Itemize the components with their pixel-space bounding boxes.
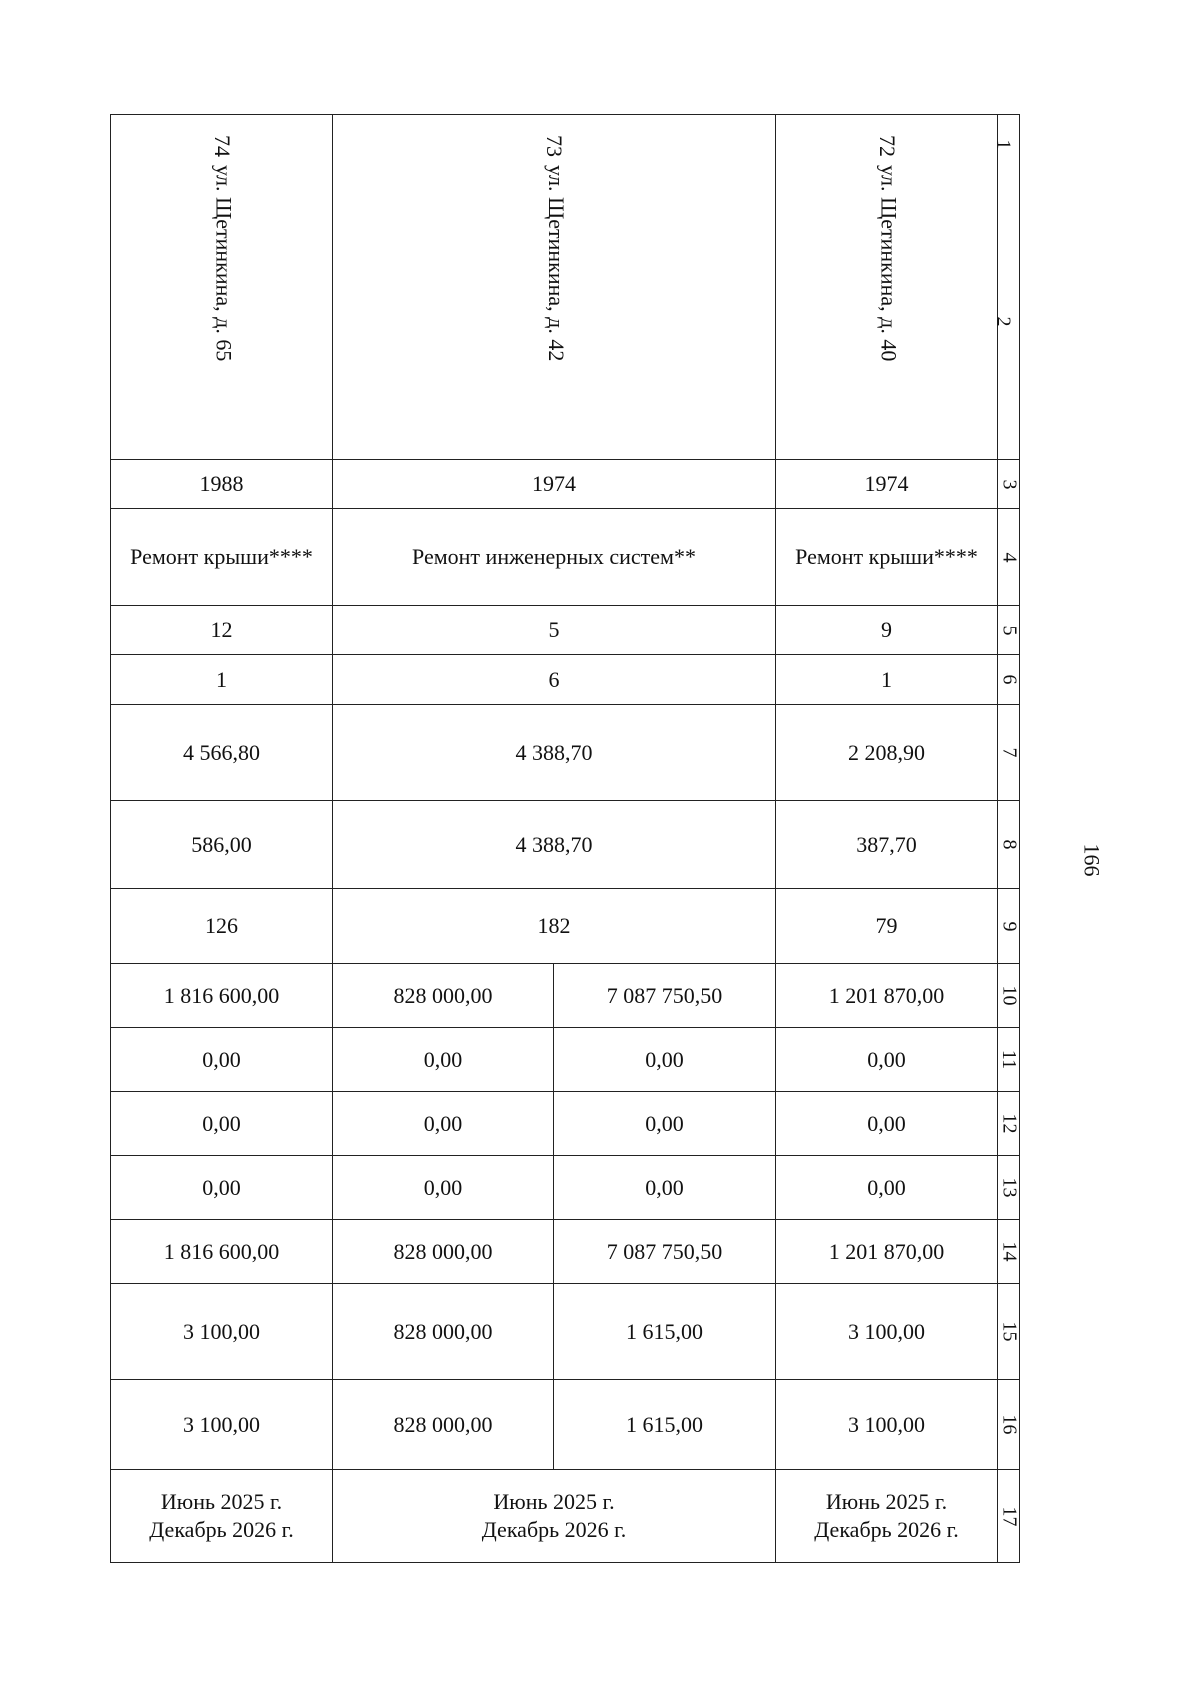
value-cell: 7 087 750,50 xyxy=(554,1220,776,1284)
value-cell: 0,00 xyxy=(776,1028,998,1092)
value-cell: 5 xyxy=(333,606,776,655)
column-number-cell xyxy=(998,801,1020,889)
column-number-cell xyxy=(998,606,1020,655)
row-col14 xyxy=(111,1220,1020,1284)
row-period xyxy=(111,1470,1020,1563)
row-col15 xyxy=(111,1284,1020,1380)
value-cell: 182 xyxy=(333,889,776,964)
row-col16 xyxy=(111,1380,1020,1470)
work-type-cell: Ремонт инженерных систем** xyxy=(333,509,776,606)
column-number-cell xyxy=(998,1220,1020,1284)
column-number: 8 xyxy=(998,839,1020,850)
period-end: Декабрь 2026 г. xyxy=(481,1517,627,1542)
column-number: 14 xyxy=(998,1241,1020,1262)
value-cell: 3 100,00 xyxy=(776,1284,998,1380)
value-cell: 126 xyxy=(111,889,333,964)
row-col10 xyxy=(111,964,1020,1028)
column-number: 13 xyxy=(998,1177,1020,1198)
column-number: 10 xyxy=(998,985,1020,1006)
value-cell: 4 388,70 xyxy=(333,705,776,801)
column-number-cell xyxy=(998,1284,1020,1380)
row-col11 xyxy=(111,1028,1020,1092)
work-type-cell: Ремонт крыши**** xyxy=(776,509,998,606)
column-number-cell xyxy=(998,460,1020,509)
work-type-cell: Ремонт крыши**** xyxy=(111,509,333,606)
house-address: ул. Щетинкина, д. 40 xyxy=(876,165,902,362)
value-cell: 9 xyxy=(776,606,998,655)
value-cell: 6 xyxy=(333,655,776,705)
value-cell: 0,00 xyxy=(111,1028,333,1092)
row-col8 xyxy=(111,801,1020,889)
value-cell: 0,00 xyxy=(333,1028,554,1092)
value-cell: 2 208,90 xyxy=(776,705,998,801)
column-number: 15 xyxy=(998,1321,1020,1342)
value-cell: 79 xyxy=(776,889,998,964)
value-cell: 0,00 xyxy=(111,1156,333,1220)
column-number: 11 xyxy=(997,1049,1020,1070)
period-start: Июнь 2025 г. xyxy=(160,1489,283,1514)
column-number-cell xyxy=(998,1380,1020,1470)
column-number: 2 xyxy=(992,316,1015,327)
column-number: 4 xyxy=(998,552,1020,562)
column-number: 1 xyxy=(992,139,1015,150)
value-cell: 387,70 xyxy=(776,801,998,889)
period-start: Июнь 2025 г. xyxy=(493,1489,615,1514)
value-cell: 4 566,80 xyxy=(111,705,333,801)
value-cell: 828 000,00 xyxy=(333,1220,554,1284)
column-number-cell xyxy=(998,1028,1020,1092)
column-number-cell xyxy=(998,509,1020,606)
value-cell: 586,00 xyxy=(111,801,333,889)
column-number-cell xyxy=(992,115,1020,460)
value-cell: 3 100,00 xyxy=(111,1380,333,1470)
column-number-cell xyxy=(998,1092,1020,1156)
value-cell: 828 000,00 xyxy=(333,964,554,1028)
value-cell: 1 615,00 xyxy=(554,1380,776,1470)
row-col12 xyxy=(111,1092,1020,1156)
value-cell: 0,00 xyxy=(554,1092,776,1156)
house-number: 72 xyxy=(874,135,900,157)
row-col13 xyxy=(111,1156,1020,1220)
value-cell: 3 100,00 xyxy=(111,1284,333,1380)
value-cell: 1 816 600,00 xyxy=(111,1220,333,1284)
year-cell: 1974 xyxy=(776,460,998,509)
row-col7 xyxy=(111,705,1020,801)
value-cell: 0,00 xyxy=(554,1028,776,1092)
column-number: 9 xyxy=(998,921,1020,931)
value-cell: 1 xyxy=(776,655,998,705)
value-cell: 0,00 xyxy=(333,1092,554,1156)
value-cell: 12 xyxy=(111,606,333,655)
value-cell: 0,00 xyxy=(554,1156,776,1220)
column-number: 7 xyxy=(998,747,1020,758)
column-number-cell xyxy=(998,889,1020,964)
column-number: 3 xyxy=(998,479,1020,489)
house-number: 73 xyxy=(542,135,567,157)
value-cell: 1 615,00 xyxy=(554,1284,776,1380)
year-cell: 1974 xyxy=(333,460,776,509)
row-address xyxy=(111,115,1020,460)
value-cell: 4 388,70 xyxy=(333,801,776,889)
value-cell: 0,00 xyxy=(111,1092,333,1156)
column-number: 12 xyxy=(998,1113,1020,1134)
record-74-header xyxy=(111,115,333,460)
value-cell: 7 087 750,50 xyxy=(554,964,776,1028)
page-number: 166 xyxy=(1079,843,1105,877)
value-cell: 1 xyxy=(111,655,333,705)
period-end: Декабрь 2026 г. xyxy=(149,1517,294,1542)
value-cell: 828 000,00 xyxy=(333,1380,554,1470)
value-cell: 0,00 xyxy=(776,1156,998,1220)
value-cell: 1 201 870,00 xyxy=(776,1220,998,1284)
value-cell: 0,00 xyxy=(776,1092,998,1156)
column-number-cell xyxy=(998,964,1020,1028)
period-cell xyxy=(776,1470,998,1563)
value-cell: 1 816 600,00 xyxy=(111,964,333,1028)
year-cell: 1988 xyxy=(111,460,333,509)
column-number-cell xyxy=(998,1156,1020,1220)
row-year xyxy=(111,460,1020,509)
column-number-cell xyxy=(998,705,1020,801)
value-cell: 828 000,00 xyxy=(333,1284,554,1380)
record-73-header xyxy=(333,115,776,460)
value-cell: 3 100,00 xyxy=(776,1380,998,1470)
column-number-cell xyxy=(998,1470,1020,1563)
period-cell xyxy=(111,1470,333,1563)
period-start: Июнь 2025 г. xyxy=(825,1489,948,1514)
period-end: Декабрь 2026 г. xyxy=(814,1517,959,1542)
column-number: 17 xyxy=(998,1506,1020,1526)
house-number: 74 xyxy=(209,135,235,157)
house-address: ул. Щетинкина, д. 65 xyxy=(211,165,237,362)
record-72-header xyxy=(776,115,998,460)
row-col6 xyxy=(111,655,1020,705)
value-cell: 1 201 870,00 xyxy=(776,964,998,1028)
column-number: 16 xyxy=(998,1414,1020,1435)
row-col9 xyxy=(111,889,1020,964)
row-col5 xyxy=(111,606,1020,655)
value-cell: 0,00 xyxy=(333,1156,554,1220)
period-cell xyxy=(333,1470,776,1563)
column-number-cell xyxy=(998,655,1020,705)
column-number: 6 xyxy=(998,674,1020,685)
house-address: ул. Щетинкина, д. 42 xyxy=(544,165,569,362)
column-number: 5 xyxy=(998,625,1020,635)
row-work-type xyxy=(111,509,1020,606)
capital-repair-table xyxy=(110,114,1020,1563)
